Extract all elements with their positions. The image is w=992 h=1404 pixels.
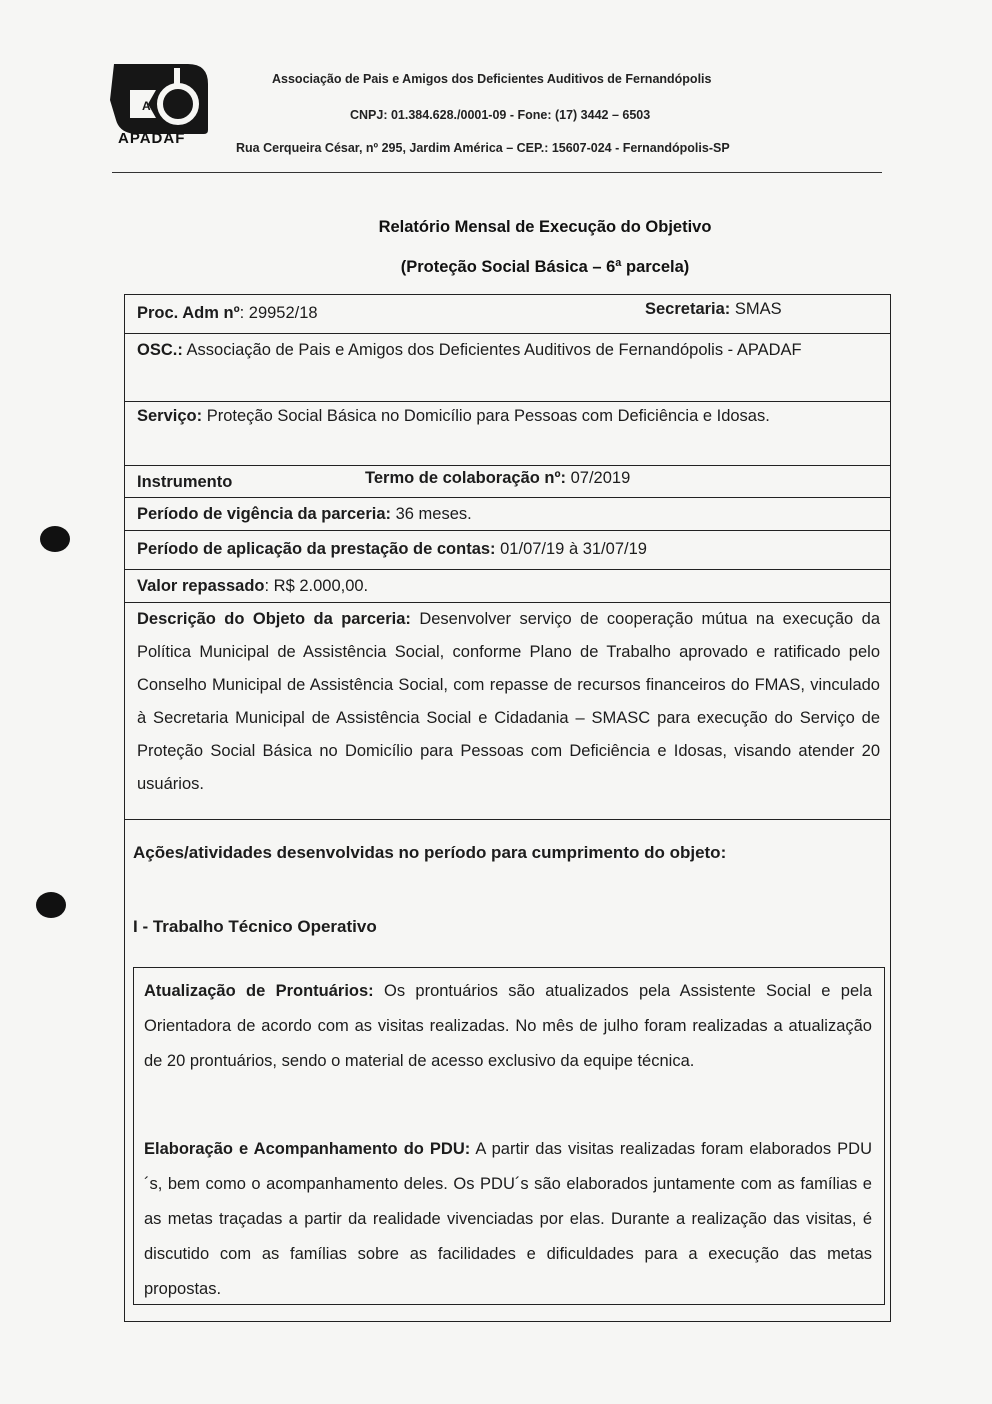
prontuarios-label: Atualização de Prontuários: — [144, 982, 374, 1000]
instrumento-label: Instrumento — [137, 473, 233, 491]
row-valor — [125, 570, 890, 603]
secretaria-label: Secretaria: — [645, 300, 731, 318]
row-servico — [125, 402, 890, 466]
report-title: Relatório Mensal de Execução do Objetivo — [378, 218, 712, 236]
proc-value: : 29952/18 — [239, 304, 318, 322]
row-proc — [125, 295, 890, 334]
binder-hole-bottom — [36, 892, 66, 918]
osc-value: Associação de Pais e Amigos dos Deficientes Auditivos de Fernandópolis - APADAF — [182, 341, 802, 359]
secretaria-value: SMAS — [730, 300, 782, 318]
logo-text: APADAF — [118, 130, 186, 147]
aplicacao-label: Período de aplicação da prestação de contas: — [137, 540, 496, 558]
termo-label: Termo de colaboração nº: — [365, 469, 567, 487]
cnpj-phone: CNPJ: 01.384.628./0001-09 - Fone: (17) 3442 – 6503 — [350, 108, 651, 122]
termo-value: 07/2019 — [566, 469, 631, 487]
vigencia-label: Período de vigência da parceria: — [137, 505, 392, 523]
pdu-label: Elaboração e Acompanhamento do PDU: — [144, 1140, 471, 1158]
aplicacao-value: 01/07/19 à 31/07/19 — [495, 540, 647, 558]
header-divider — [112, 172, 882, 173]
servico-value: Proteção Social Básica no Domicílio para Pessoas com Deficiência e Idosas. — [202, 407, 770, 425]
row-descricao — [125, 603, 890, 820]
svg-text:A: A — [142, 99, 151, 113]
pdu-text: A partir das visitas realizadas foram elaborados PDU´s, bem como o acompanhamento deles. Os PDU´s são elaborados juntamente com as famílias e as metas traçadas a partir da realidade vivenciadas por elas. Durante a realização das visitas, é discutido com as famílias sobre as facilidades e dificuldades para a execução das metas propostas. — [144, 1140, 872, 1298]
vigencia-value: 36 meses. — [391, 505, 472, 523]
section-title: I - Trabalho Técnico Operativo — [133, 917, 377, 936]
row-aplicacao — [125, 531, 890, 570]
binder-hole-top — [40, 526, 70, 552]
row-instrumento — [125, 466, 890, 498]
prontuarios-paragraph — [144, 974, 872, 1079]
row-vigencia — [125, 498, 890, 531]
valor-value: : R$ 2.000,00. — [264, 577, 369, 595]
actions-heading: Ações/atividades desenvolvidas no período para cumprimento do objeto: — [133, 843, 727, 862]
osc-label: OSC.: — [137, 341, 183, 359]
servico-label: Serviço: — [137, 407, 203, 425]
report-subtitle: (Proteção Social Básica – 6ª parcela) — [400, 258, 690, 276]
activities-box — [133, 967, 885, 1305]
prontuarios-text: Os prontuários são atualizados pela Assistente Social e pela Orientadora de acordo com as visitas realizadas. No mês de julho foram realizadas a atualização de 20 prontuários, sendo o material de acesso exclusivo da equipe técnica. — [144, 982, 872, 1070]
descricao-label: Descrição do Objeto da parceria: — [137, 610, 411, 628]
org-address: Rua Cerqueira César, nº 295, Jardim América – CEP.: 15607-024 - Fernandópolis-SP — [236, 141, 730, 155]
valor-label: Valor repassado — [137, 577, 265, 595]
descricao-value: Desenvolver serviço de cooperação mútua na execução da Política Municipal de Assistência Social, conforme Plano de Trabalho aprovado e ratificado pelo Conselho Municipal de Assistência Social, com repasse de recursos financeiros do FMAS, vinculado à Secretaria Municipal de Assistência Social e Cidadania – SMASC para execução do Serviço de Proteção Social Básica no Domicílio para Pessoas com Deficiência e Idosas, visando atender 20 usuários. — [137, 610, 880, 793]
org-name: Associação de Pais e Amigos dos Deficientes Auditivos de Fernandópolis — [272, 72, 712, 86]
pdu-paragraph — [144, 1132, 872, 1307]
proc-label: Proc. Adm nº — [137, 304, 240, 322]
row-osc — [125, 334, 890, 402]
report-form — [124, 294, 891, 1322]
